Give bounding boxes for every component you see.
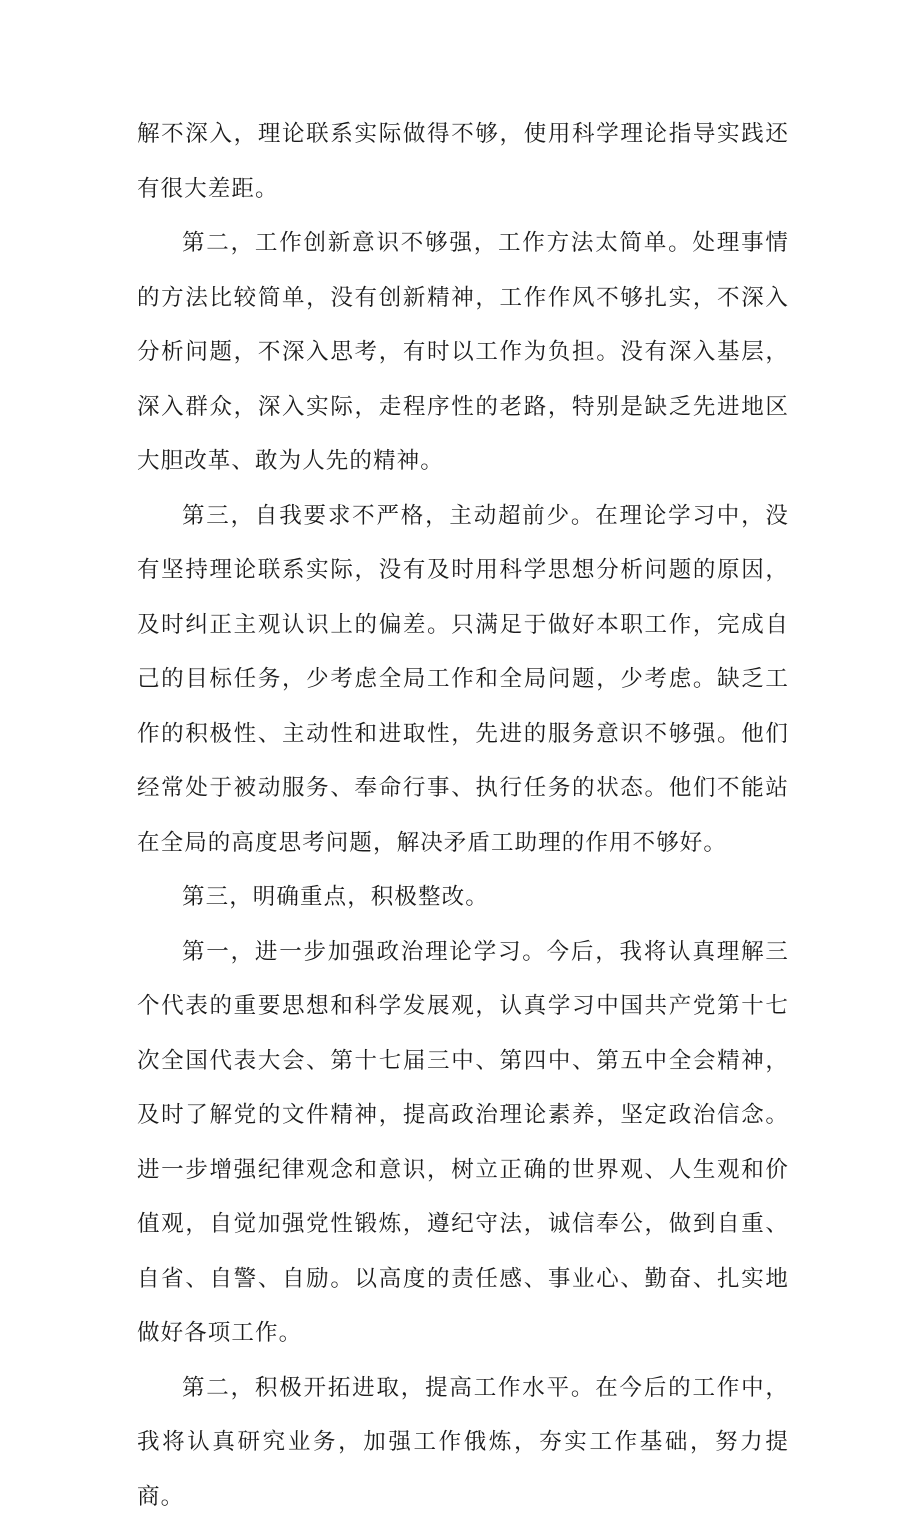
- section-heading-rectification: 第三，明确重点，积极整改。: [137, 870, 789, 925]
- document-body: [137, 107, 789, 1524]
- paragraph-self-requirement: 第三，自我要求不严格，主动超前少。在理论学习中，没有坚持理论联系实际，没有及时用科学思想分析问题的原因，及时纠正主观认识上的偏差。只满足于做好本职工作，完成自己的目标任务，少考虑全局工作和全局问题，少考虑。缺乏工作的积极性、主动性和进取性，先进的服务意识不够强。他们经常处于被动服务、奉命行事、执行任务的状态。他们不能站在全局的高度思考问题，解决矛盾工助理的作用不够好。: [137, 489, 789, 871]
- paragraph-work-level: 第二，积极开拓进取，提高工作水平。在今后的工作中，我将认真研究业务，加强工作俄炼，夯实工作基础，努力提商。: [137, 1361, 789, 1524]
- paragraph-political-study: 第一，进一步加强政治理论学习。今后，我将认真理解三个代表的重要思想和科学发展观，认真学习中国共产党第十七次全国代表大会、第十七届三中、第四中、第五中全会精神，及时了解党的文件精神，提高政治理论素养，坚定政治信念。进一步增强纪律观念和意识，树立正确的世界观、人生观和价值观，自觉加强党性锻炼，遵纪守法，诚信奉公，做到自重、自省、自警、自励。以高度的责任感、事业心、勤奋、扎实地做好各项工作。: [137, 925, 789, 1361]
- paragraph-innovation: 第二，工作创新意识不够强，工作方法太简单。处理事情的方法比较简单，没有创新精神，工作作风不够扎实，不深入分析问题，不深入思考，有时以工作为负担。没有深入基层，深入群众，深入实际，走程序性的老路，特别是缺乏先进地区大胆改革、敢为人先的精神。: [137, 216, 789, 489]
- paragraph-continuation: 解不深入，理论联系实际做得不够，使用科学理论指导实践还有很大差距。: [137, 107, 789, 216]
